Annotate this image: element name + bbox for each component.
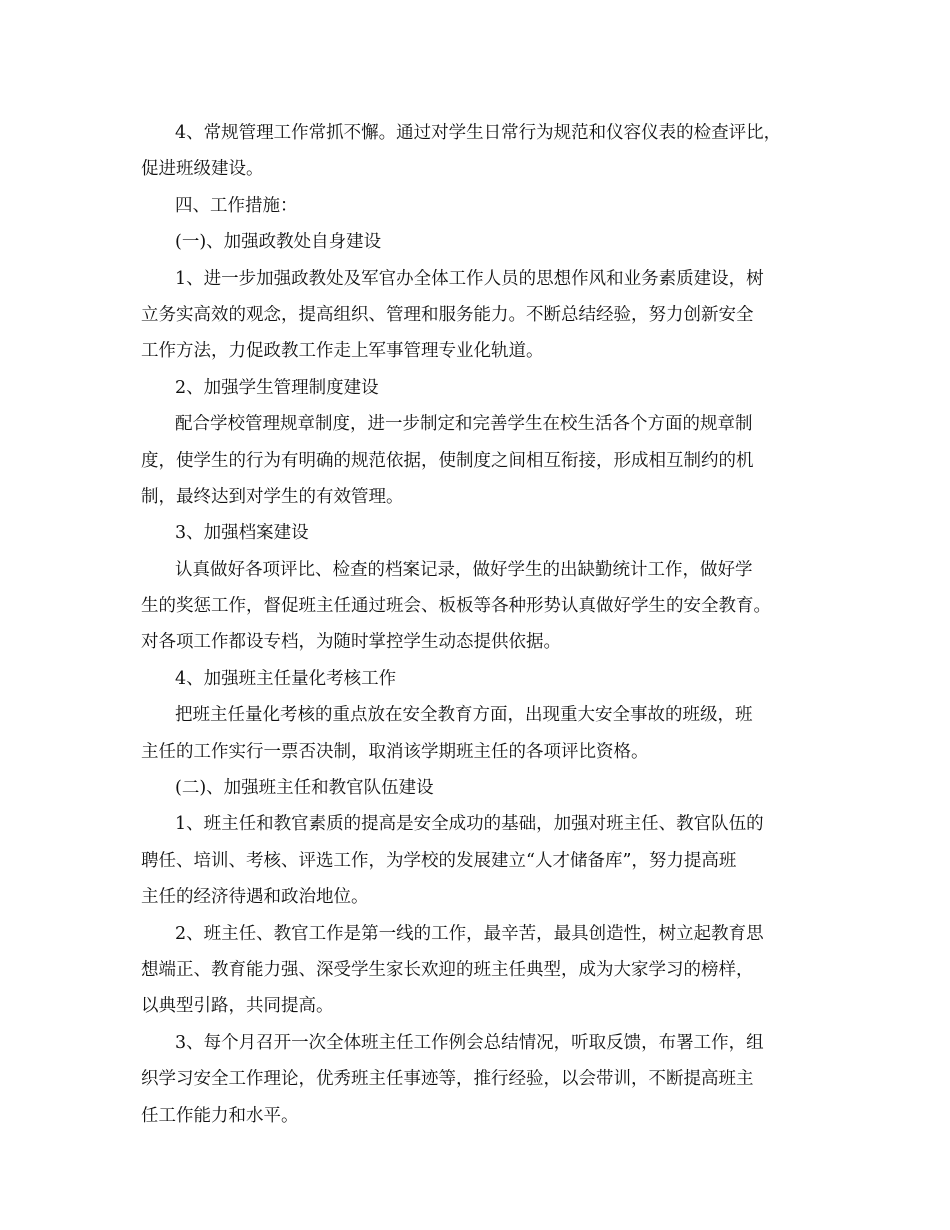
text-line: 度，使学生的行为有明确的规范依据，使制度之间相互衔接，形成相互制约的机 — [141, 450, 754, 471]
text-line: 1、进一步加强政教处及军官办全体工作人员的思想作风和业务素质建设，树 — [175, 268, 764, 289]
text-line: 生的奖惩工作，督促班主任通过班会、板板等各种形势认真做好学生的安全教育。 — [141, 596, 771, 617]
text-line: 2、加强学生管理制度建设 — [175, 377, 379, 398]
text-line: 配合学校管理规章制度，进一步制定和完善学生在校生活各个方面的规章制 — [175, 414, 753, 435]
text-line: 想端正、教育能力强、深受学生家长欢迎的班主任典型，成为大家学习的榜样， — [141, 959, 754, 980]
text-line: 工作方法，力促政教工作走上军事管理专业化轨道。 — [141, 341, 544, 362]
text-line: 3、每个月召开一次全体班主任工作例会总结情况，听取反馈，布署工作，组 — [175, 1032, 764, 1053]
text-line: 对各项工作都设专档，为随时掌控学生动态提供依据。 — [141, 632, 561, 653]
text-line: 2、班主任、教官工作是第一线的工作，最辛苦，最具创造性，树立起教育思 — [175, 923, 764, 944]
text-line: 聘任、培训、考核、评选工作，为学校的发展建立“人才储备库”，努力提高班 — [141, 850, 737, 871]
text-line: 立务实高效的观念，提高组织、管理和服务能力。不断总结经验，努力创新安全 — [141, 304, 754, 325]
text-line: 1、班主任和教官素质的提高是安全成功的基础，加强对班主任、教官队伍的 — [175, 814, 764, 835]
text-line: 以典型引路，共同提高。 — [141, 996, 334, 1017]
text-line: 认真做好各项评比、检查的档案记录，做好学生的出缺勤统计工作，做好学 — [175, 559, 753, 580]
text-line: 四、工作措施： — [175, 195, 298, 216]
text-line: 3、加强档案建设 — [175, 523, 309, 544]
text-line: 主任的工作实行一票否决制，取消该学期班主任的各项评比资格。 — [141, 741, 649, 762]
text-line: (二)、加强班主任和教官队伍建设 — [175, 778, 434, 799]
text-line: (一)、加强政教处自身建设 — [175, 232, 382, 253]
text-line: 任工作能力和水平。 — [141, 1105, 299, 1126]
text-line: 把班主任量化考核的重点放在安全教育方面，出现重大安全事故的班级，班 — [175, 705, 753, 726]
text-line: 4、加强班主任量化考核工作 — [175, 668, 397, 689]
document-body — [141, 115, 813, 1134]
text-line: 4、常规管理工作常抓不懈。通过对学生日常行为规范和仪容仪表的检查评比， — [175, 123, 782, 143]
text-line: 促进班级建设。 — [141, 159, 264, 180]
text-line: 制，最终达到对学生的有效管理。 — [141, 486, 404, 507]
text-line: 织学习安全工作理论，优秀班主任事迹等，推行经验，以会带训，不断提高班主 — [141, 1069, 754, 1090]
text-line: 主任的经济待遇和政治地位。 — [141, 887, 369, 908]
